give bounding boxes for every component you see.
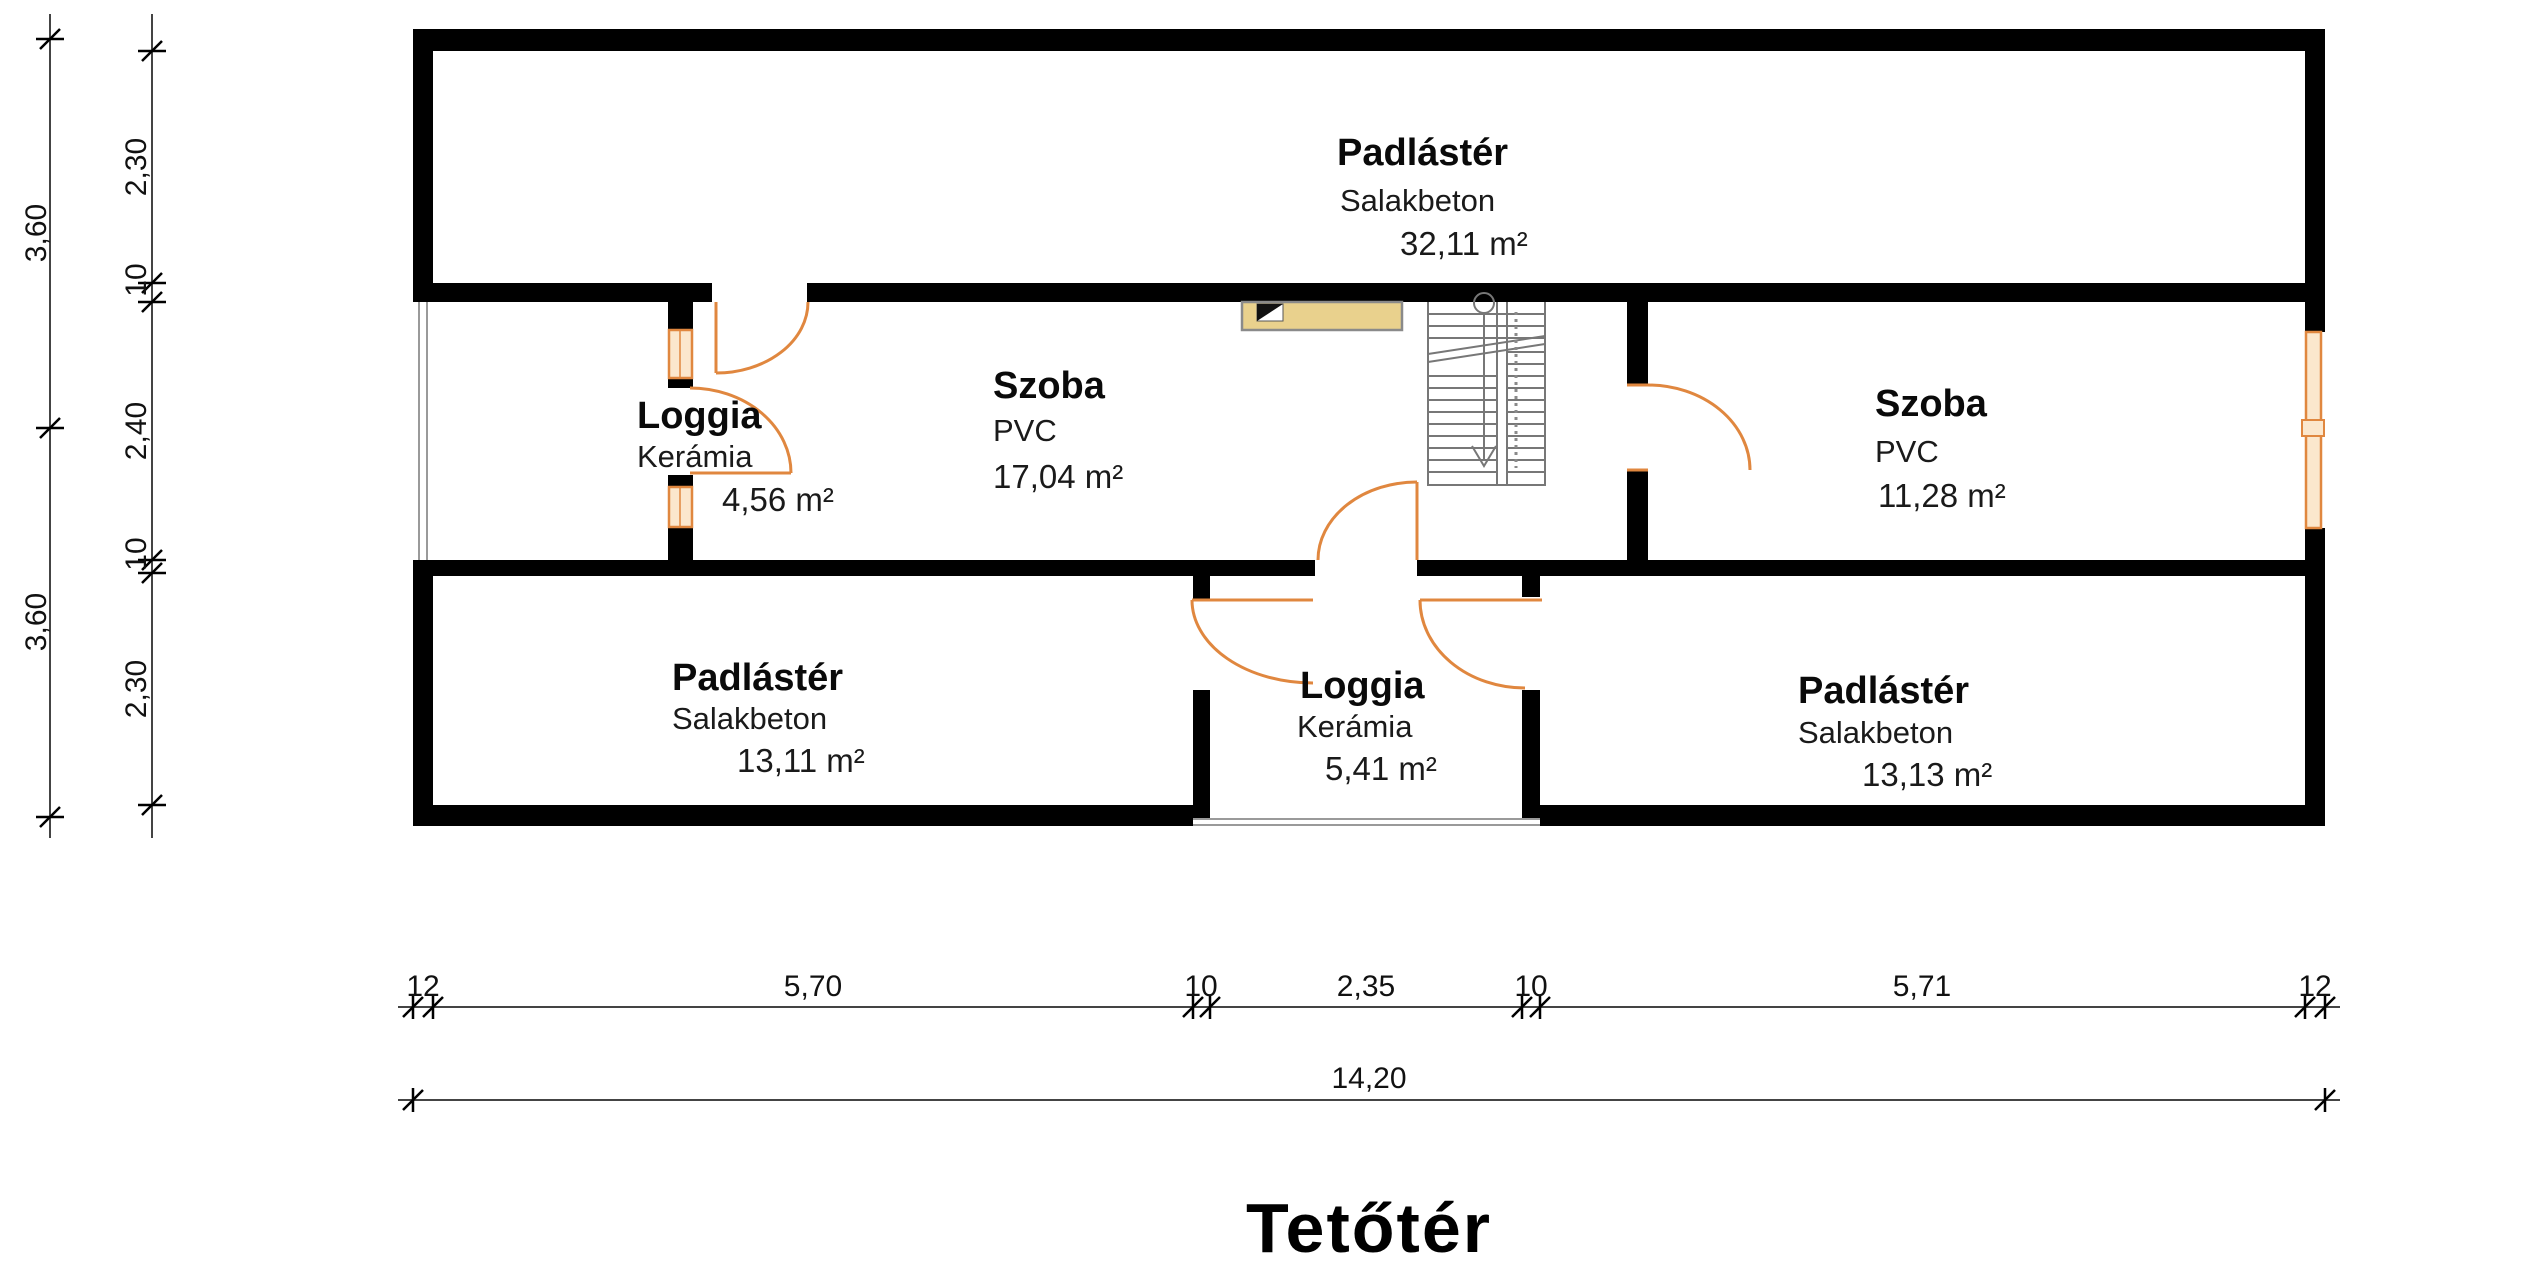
wall-segment <box>1522 690 1540 820</box>
room-label-szoba-right <box>1875 383 2006 514</box>
room-name-label: Loggia <box>1300 665 1425 707</box>
room-label-padlaster-bottom-right <box>1798 670 1992 793</box>
doors <box>690 302 1750 688</box>
dim-label: 12 <box>406 970 440 1003</box>
stair-rails <box>1497 302 1507 485</box>
wall-segment <box>433 560 1193 576</box>
room-name-label: Szoba <box>1875 383 1987 425</box>
door-swing-arc <box>716 302 808 373</box>
wall-segment <box>807 283 2305 302</box>
dim-label: 2,30 <box>119 659 153 719</box>
window <box>669 487 692 527</box>
room-material-label: PVC <box>1875 434 1939 469</box>
wall-segment <box>2305 29 2325 332</box>
door-jamb-cap <box>1627 385 1648 470</box>
drawing-title: Tetőtér <box>1245 1189 1493 1267</box>
loggia-open-edge <box>419 302 427 560</box>
dim-label: 10 <box>1184 970 1218 1003</box>
dim-label: 3,60 <box>19 592 53 652</box>
wall-segment <box>1540 560 2305 576</box>
room-area-label: 11,28 m² <box>1878 477 2006 514</box>
stair-break-line <box>1428 336 1545 362</box>
room-material-label: Kerámia <box>637 439 753 474</box>
room-material-label: PVC <box>993 413 1057 448</box>
room-area-label: 13,11 m² <box>737 742 865 779</box>
dim-label: 10 <box>119 263 153 297</box>
door-swing-arc <box>1420 600 1525 688</box>
dim-label: 12 <box>2298 970 2332 1003</box>
wall-segment <box>1417 560 1522 576</box>
window <box>669 330 692 378</box>
wall-segment <box>1627 470 1648 573</box>
wall-segment <box>413 29 2325 51</box>
staircase <box>1428 293 1545 485</box>
room-material-label: Kerámia <box>1297 709 1413 744</box>
dim-label: 2,30 <box>119 137 153 197</box>
dim-label: 5,70 <box>783 970 843 1003</box>
room-label-loggia-left <box>637 395 834 518</box>
wall-segment <box>413 560 433 826</box>
door-swing-arc <box>1192 600 1313 683</box>
wall-segment <box>668 527 693 560</box>
room-name-label: Szoba <box>993 365 1105 407</box>
stair-outline <box>1428 302 1545 485</box>
wall-segment <box>668 475 693 487</box>
dim-label: 2,35 <box>1336 970 1396 1003</box>
wall-segment <box>668 378 693 388</box>
room-material-label: Salakbeton <box>1340 183 1496 218</box>
dim-label-total: 14,20 <box>1331 1062 1407 1095</box>
room-label-loggia-bottom <box>1297 665 1437 787</box>
room-area-label: 17,04 m² <box>993 458 1124 495</box>
room-name-label: Padlástér <box>672 657 844 699</box>
room-name-label: Padlástér <box>1798 670 1970 712</box>
wall-segment <box>1193 560 1210 600</box>
room-labels <box>637 132 2006 793</box>
wall-segment <box>413 805 1193 826</box>
wall-segment <box>668 302 693 330</box>
stair-treads-left <box>1428 376 1497 472</box>
room-name-label: Padlástér <box>1337 132 1509 174</box>
room-label-padlaster-top <box>1337 132 1528 262</box>
room-area-label: 5,41 m² <box>1325 750 1437 787</box>
room-material-label: Salakbeton <box>672 701 828 736</box>
door-swing-arc <box>1318 482 1417 560</box>
wall-segment <box>1627 302 1648 385</box>
wall-segment <box>1193 690 1210 820</box>
dim-label: 5,71 <box>1892 970 1952 1003</box>
wall-segment <box>433 283 712 302</box>
window <box>2302 332 2324 528</box>
window-mullion <box>2302 420 2324 436</box>
dim-label: 3,60 <box>19 203 53 263</box>
room-area-label: 32,11 m² <box>1400 225 1528 262</box>
wall-segment <box>1540 805 2325 826</box>
wall-segment <box>2305 528 2325 826</box>
room-area-label: 13,13 m² <box>1862 756 1993 793</box>
door-swing-arc <box>1648 385 1750 470</box>
loggia-open-edge <box>1193 819 1540 825</box>
chimney <box>1242 302 1402 330</box>
wall-segment <box>413 29 433 302</box>
dim-label: 2,40 <box>119 401 153 461</box>
room-label-szoba-center <box>993 365 1123 495</box>
room-area-label: 4,56 m² <box>722 481 834 518</box>
wall-segment <box>1522 560 1540 597</box>
stair-treads-right <box>1507 352 1545 472</box>
room-label-padlaster-bottom-left <box>672 657 865 779</box>
stair-treads-top <box>1428 314 1545 338</box>
room-material-label: Salakbeton <box>1798 715 1954 750</box>
wall-segment <box>1210 560 1315 576</box>
dim-label: 10 <box>1514 970 1548 1003</box>
room-name-label: Loggia <box>637 395 762 437</box>
dim-label: 10 <box>119 537 153 571</box>
